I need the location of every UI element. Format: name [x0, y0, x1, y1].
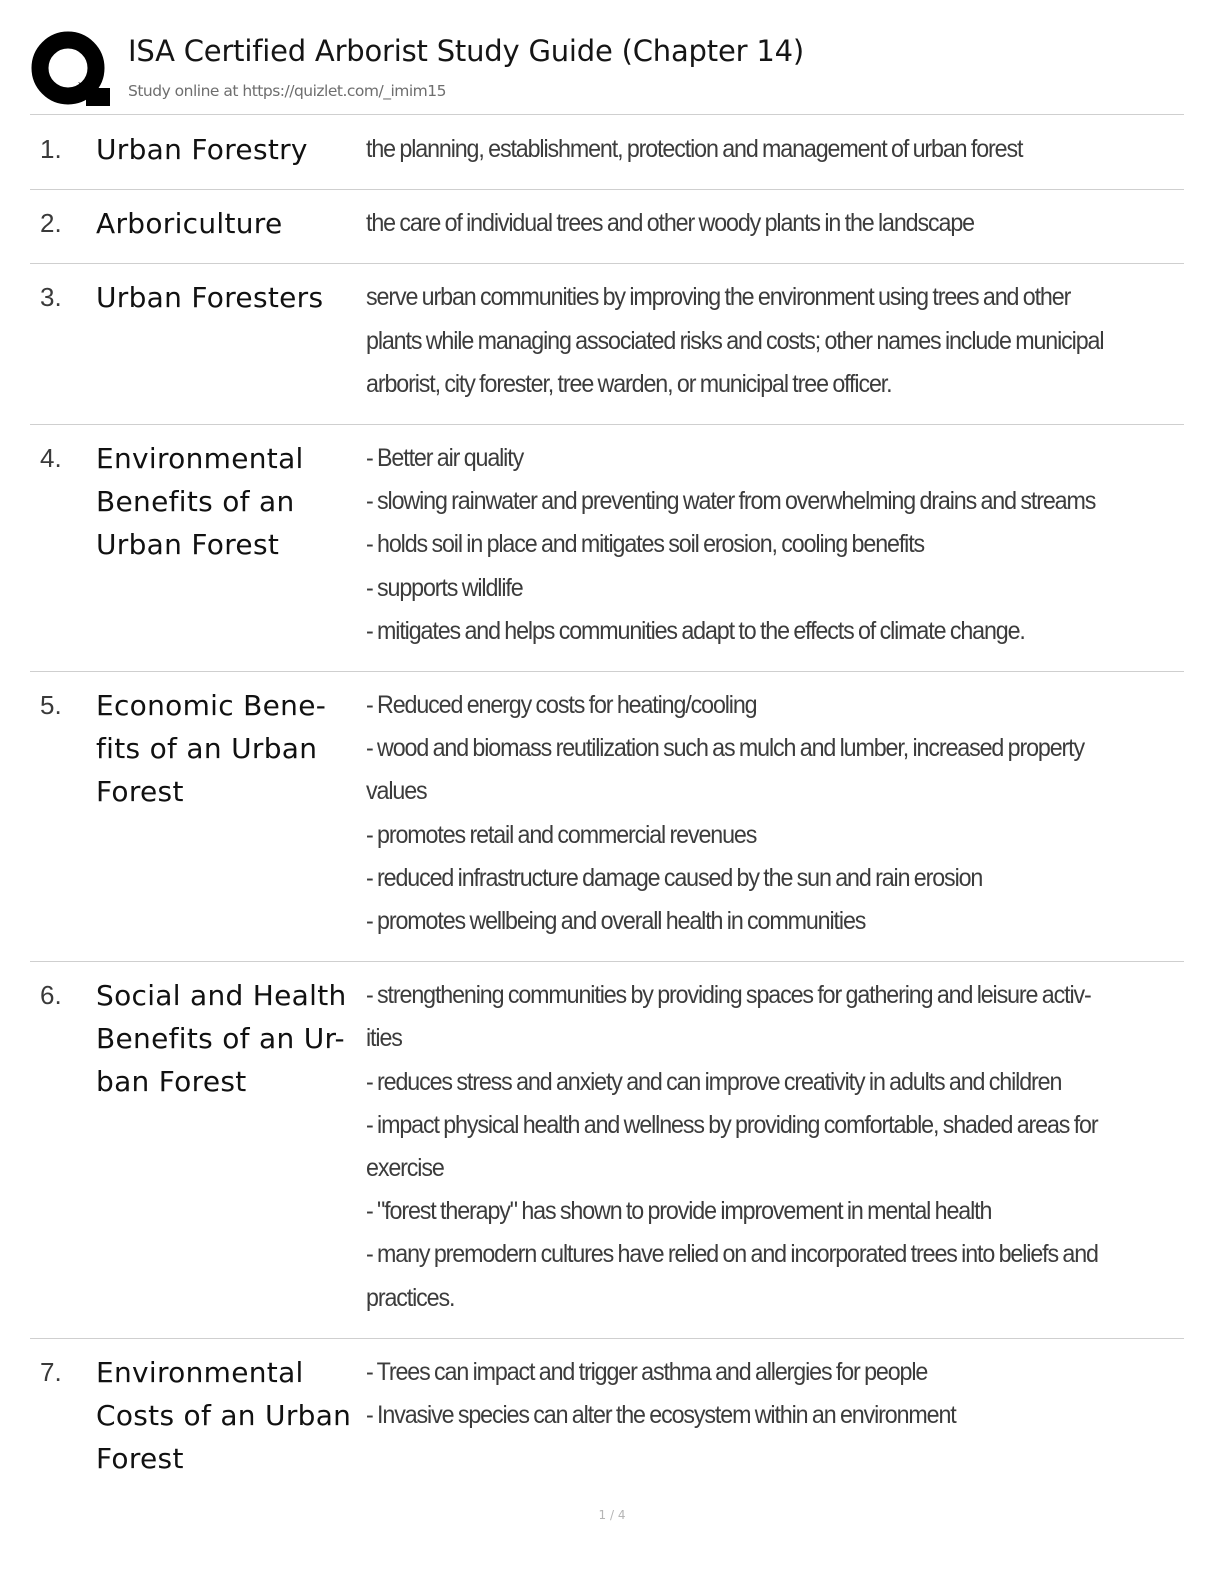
- definition-line: - strengthening communities by providing spaces for gathering and leisure activ-: [366, 981, 1091, 1010]
- flashcard-entry: [30, 1339, 1184, 1498]
- definition-line: - Trees can impact and trigger asthma and allergies for people: [366, 1357, 928, 1386]
- page-number: 1 / 4: [598, 1508, 626, 1522]
- entry-definition: [366, 437, 1127, 653]
- flashcard-entry: [30, 425, 1184, 672]
- definition-line: practices.: [366, 1283, 455, 1312]
- page-header: [30, 28, 1184, 114]
- definition-line: - impact physical health and wellness by providing comfortable, shaded areas for: [366, 1110, 1098, 1139]
- entry-number: 3.: [40, 282, 62, 313]
- definition-line: - reduced infrastructure damage caused by the sun and rain erosion: [366, 863, 983, 892]
- study-link-text[interactable]: Study online at https://quizlet.com/_imim15: [128, 82, 447, 100]
- entry-definition: [366, 1351, 1127, 1480]
- entry-definition: [366, 974, 1127, 1320]
- entry-number: 4.: [40, 443, 62, 474]
- definition-line: - reduces stress and anxiety and can improve creativity in adults and children: [366, 1067, 1062, 1096]
- definition-line: - supports wildlife: [366, 573, 523, 602]
- definition-line: the planning, establishment, protection and management of urban forest: [366, 135, 1023, 163]
- definition-line: values: [366, 777, 427, 806]
- definition-line: - "forest therapy" has shown to provide improvement in mental health: [366, 1197, 992, 1226]
- entry-number: 1.: [40, 134, 62, 164]
- definition-line: - mitigates and helps communities adapt to the effects of climate change.: [366, 616, 1025, 645]
- entry-term: Environmental Costs of an Urban Forest: [96, 1355, 352, 1475]
- entry-term: Environmental Benefits of an Urban Forest: [96, 442, 304, 562]
- entry-term: Urban Foresters: [96, 281, 324, 315]
- entry-term: Economic Bene-fits of an Urban Forest: [96, 689, 327, 809]
- definition-line: - Invasive species can alter the ecosystem within an environment: [366, 1401, 956, 1430]
- definition-line: the care of individual trees and other woody plants in the landscape: [366, 209, 974, 238]
- flashcard-entry: [30, 264, 1184, 425]
- entry-number: 6.: [40, 980, 62, 1011]
- flashcard-entry: [30, 672, 1184, 962]
- definition-line: - Better air quality: [366, 444, 524, 473]
- entry-number: 7.: [40, 1356, 62, 1387]
- definition-line: arborist, city forester, tree warden, or municipal tree officer.: [366, 369, 892, 398]
- entry-definition: [366, 202, 1127, 245]
- flashcard-entry: [30, 190, 1184, 264]
- definition-line: - Reduced energy costs for heating/cooling: [366, 691, 757, 720]
- definition-line: serve urban communities by improving the environment using trees and other: [366, 283, 1071, 312]
- definition-line: - many premodern cultures have relied on and incorporated trees into beliefs and: [366, 1240, 1098, 1269]
- definition-line: plants while managing associated risks and costs; other names include municipal: [366, 326, 1104, 355]
- flashcard-entry: [30, 962, 1184, 1339]
- definition-line: - wood and biomass reutilization such as mulch and lumber, increased property: [366, 734, 1085, 763]
- entry-definition: [366, 276, 1127, 406]
- entry-definition: [366, 128, 1127, 171]
- entry-term: Arboriculture: [96, 207, 283, 241]
- entry-term: Urban Forestry: [96, 133, 308, 166]
- flashcard-list: [30, 116, 1184, 1498]
- definition-line: - promotes retail and commercial revenues: [366, 820, 757, 849]
- definition-line: - promotes wellbeing and overall health in communities: [366, 907, 866, 936]
- entry-number: 2.: [40, 208, 62, 239]
- header-divider: [30, 114, 1184, 115]
- entry-number: 5.: [40, 690, 62, 721]
- entry-term: Social and Health Benefits of an Ur-ban Forest: [96, 979, 347, 1099]
- flashcard-entry: [30, 116, 1184, 190]
- quizlet-logo-icon: [30, 30, 110, 110]
- definition-line: ities: [366, 1024, 402, 1053]
- entry-definition: [366, 684, 1127, 943]
- page-title: ISA Certified Arborist Study Guide (Chapter 14): [128, 34, 804, 68]
- definition-line: exercise: [366, 1154, 444, 1183]
- definition-line: - slowing rainwater and preventing water from overwhelming drains and streams: [366, 487, 1096, 516]
- definition-line: - holds soil in place and mitigates soil erosion, cooling benefits: [366, 530, 925, 559]
